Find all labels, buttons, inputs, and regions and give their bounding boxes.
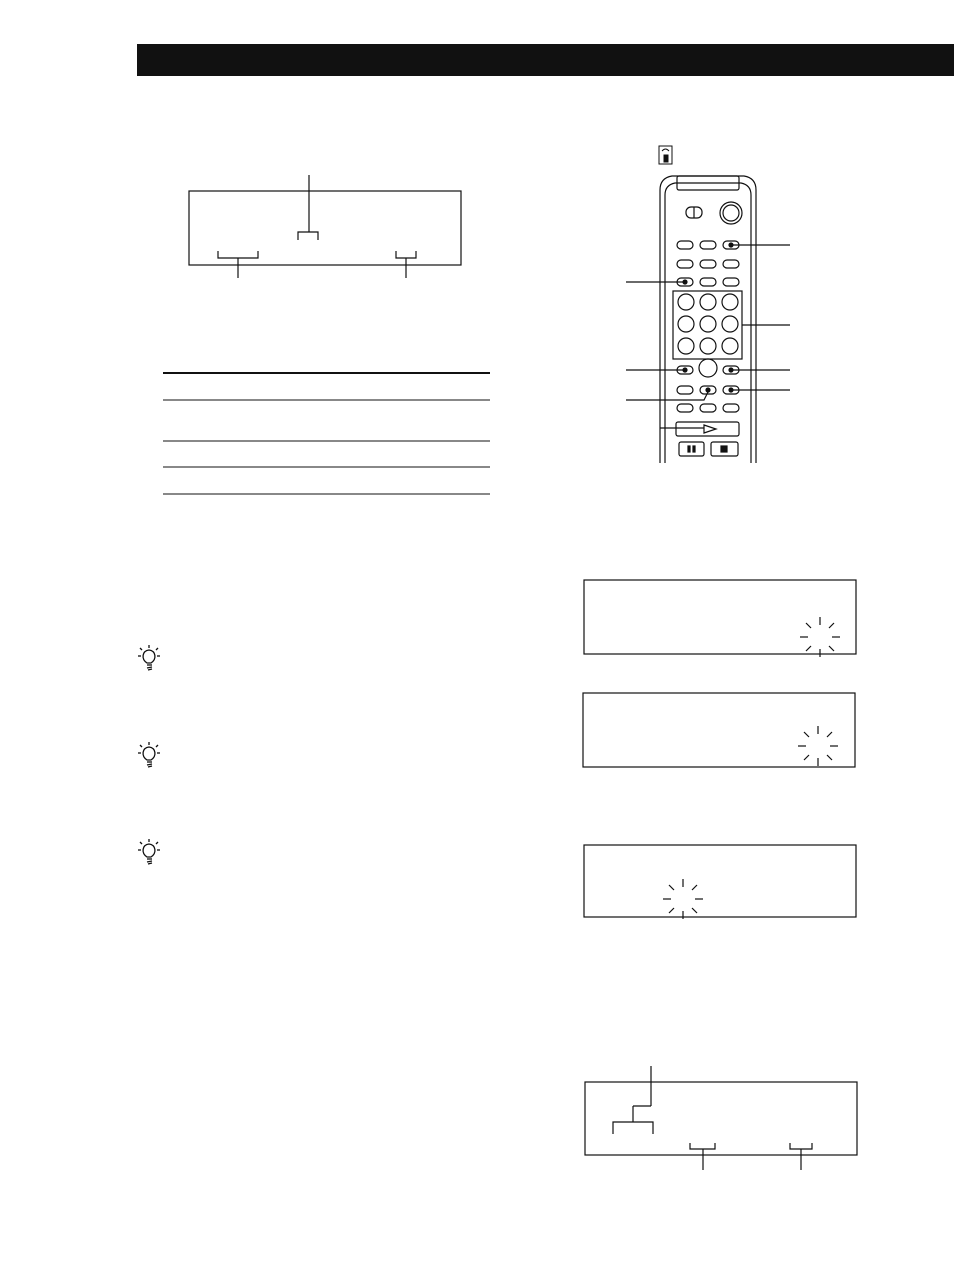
lightbulb-tip-icon bbox=[138, 645, 160, 670]
blinking-indicator-icon bbox=[800, 617, 840, 657]
data-table bbox=[163, 373, 490, 494]
blinking-indicator-icon bbox=[798, 726, 838, 766]
top-display-panel bbox=[189, 175, 461, 278]
display-step-2 bbox=[583, 693, 855, 767]
remote-control-icon bbox=[660, 176, 756, 463]
lightbulb-tip-icon bbox=[138, 742, 160, 767]
display-step-3 bbox=[584, 845, 856, 919]
blinking-indicator-icon bbox=[663, 879, 703, 919]
display-step-1 bbox=[584, 580, 856, 657]
lightbulb-tip-icon bbox=[138, 839, 160, 864]
bottom-display-panel bbox=[585, 1066, 857, 1170]
remote-sensor-icon bbox=[659, 146, 672, 164]
